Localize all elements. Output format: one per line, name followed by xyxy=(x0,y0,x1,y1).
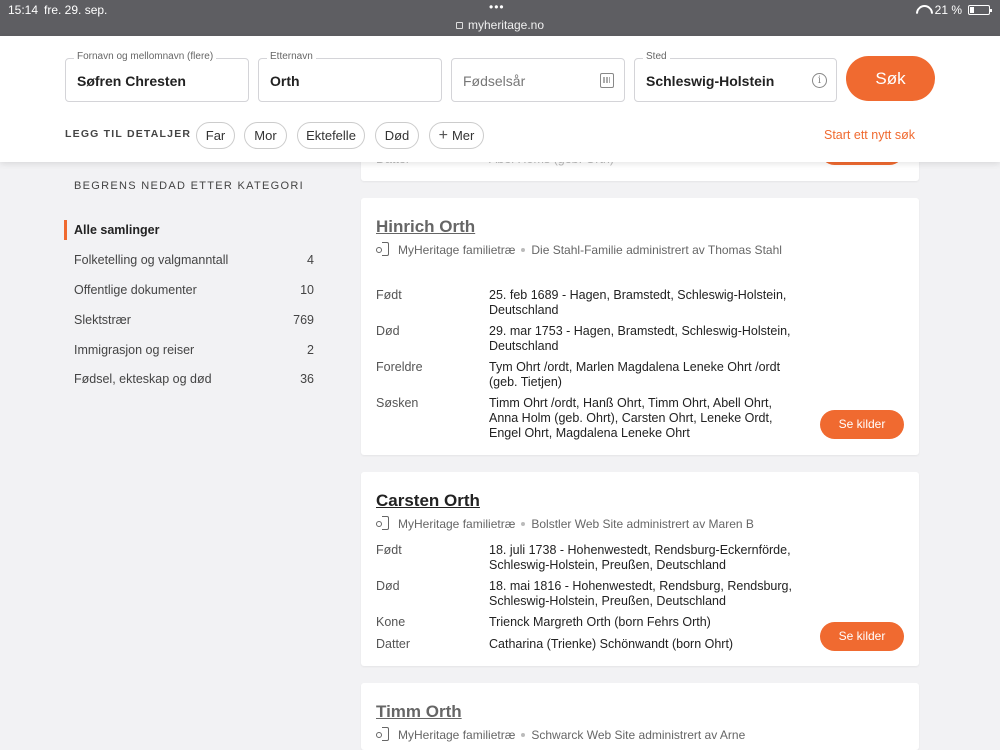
row-label: Kone xyxy=(376,615,406,629)
see-sources-button[interactable]: Se kilder xyxy=(820,410,904,439)
row-label: Foreldre xyxy=(376,360,423,374)
separator-dot xyxy=(521,733,525,737)
category-label: Folketelling og valgmanntall xyxy=(74,253,229,267)
category-count: 36 xyxy=(300,372,314,386)
birth-year-field[interactable] xyxy=(451,58,625,102)
category-label: Immigrasjon og reiser xyxy=(74,343,195,357)
family-tree-icon xyxy=(376,727,390,740)
person-name-link[interactable]: Carsten Orth xyxy=(376,491,480,510)
row-label: Datter xyxy=(376,637,411,651)
row-value: 25. feb 1689 - Hagen, Bramstedt, Schleswig-Holstein, Deutschland xyxy=(489,288,787,317)
family-tree-icon xyxy=(376,516,390,529)
address-bar[interactable] xyxy=(0,18,1000,32)
category-count: 10 xyxy=(300,283,314,297)
result-card xyxy=(361,198,919,455)
lock-icon xyxy=(456,22,463,29)
category-label: Fødsel, ekteskap og død xyxy=(74,372,212,386)
clock: 15:14 xyxy=(8,3,39,17)
row-value: 18. juli 1738 - Hohenwestedt, Rendsburg-Eckernförde, Schleswig-Holstein, Preußen, Deutschland xyxy=(489,543,791,572)
chip-death[interactable]: Død xyxy=(375,122,419,149)
info-icon[interactable]: i xyxy=(812,73,827,88)
more-dots-icon[interactable]: ••• xyxy=(489,0,505,14)
plus-icon: + xyxy=(438,127,448,144)
result-card xyxy=(361,472,919,666)
chip-more[interactable] xyxy=(429,122,484,149)
status-bar xyxy=(0,0,1000,36)
place-label: Sted xyxy=(643,51,670,62)
category-label: Offentlige dokumenter xyxy=(74,283,197,297)
category-census[interactable] xyxy=(74,253,314,267)
url-text: myheritage.no xyxy=(467,18,545,32)
first-name-label: Fornavn og mellomnavn (flere) xyxy=(74,51,216,62)
row-value: Catharina (Trienke) Schönwandt (born Ohrt) xyxy=(489,637,734,651)
battery-icon xyxy=(968,5,990,15)
category-count: 4 xyxy=(307,253,314,267)
last-name-value: Orth xyxy=(270,73,300,89)
row-value: 18. mai 1816 - Hohenwestedt, Rendsburg, Rendsburg, Schleswig-Holstein, Preußen, Deutschland xyxy=(489,579,792,608)
category-immigration[interactable] xyxy=(74,343,314,357)
row-label: Født xyxy=(376,288,402,302)
separator-dot xyxy=(521,522,525,526)
category-label: Slektstrær xyxy=(74,313,131,327)
chip-mother[interactable]: Mor xyxy=(244,122,287,149)
chip-spouse[interactable]: Ektefelle xyxy=(297,122,365,149)
date: fre. 29. sep. xyxy=(44,3,108,17)
place-field[interactable] xyxy=(634,51,837,102)
last-name-field[interactable] xyxy=(258,51,442,102)
category-count: 769 xyxy=(293,313,314,327)
row-value: Trienck Margreth Orth (born Fehrs Orth) xyxy=(489,615,711,629)
source-detail: Die Stahl-Familie administrert av Thomas Stahl xyxy=(531,243,782,257)
category-count: 2 xyxy=(307,343,314,357)
row-label: Død xyxy=(376,579,400,593)
source-line xyxy=(376,515,796,533)
search-button[interactable]: Søk xyxy=(846,56,935,101)
family-tree-icon xyxy=(376,242,390,255)
category-family-trees[interactable] xyxy=(74,313,314,327)
row-label: Død xyxy=(376,324,400,338)
row-value: Timm Ohrt /ordt, Hanß Ohrt, Timm Ohrt, Abell Ohrt, Anna Holm (geb. Ohrt), Carsten Ohrt, Leneke Ordt, Engel Ohrt, Magdalena Leneke Ohrt xyxy=(489,396,773,440)
last-name-label: Etternavn xyxy=(267,51,316,62)
chip-father[interactable]: Far xyxy=(196,122,235,149)
new-search-link[interactable]: Start ett nytt søk xyxy=(824,128,915,142)
row-label: Søsken xyxy=(376,396,419,410)
add-details-label: LEGG TIL DETALJER xyxy=(65,128,192,140)
source-detail: Bolstler Web Site administrert av Maren B xyxy=(531,517,754,531)
chip-more-label: Mer xyxy=(451,128,475,143)
sidebar-title: BEGRENS NEDAD ETTER KATEGORI xyxy=(74,180,304,192)
source-name: MyHeritage familietræ xyxy=(398,517,516,531)
calendar-icon[interactable] xyxy=(600,73,614,88)
search-header xyxy=(0,36,1000,162)
source-line xyxy=(376,726,796,744)
see-sources-button[interactable]: Se kilder xyxy=(820,622,904,651)
source-line xyxy=(376,241,796,259)
separator-dot xyxy=(521,248,525,252)
result-card xyxy=(361,683,919,750)
place-value: Schleswig-Holstein xyxy=(646,73,775,89)
battery-percent: 21 % xyxy=(934,3,962,17)
category-label: Alle samlinger xyxy=(74,223,160,237)
person-name-link[interactable]: Timm Orth xyxy=(376,702,462,721)
category-public-records[interactable] xyxy=(74,283,314,297)
birth-year-placeholder: Fødselsår xyxy=(463,73,526,89)
wifi-icon xyxy=(916,5,929,15)
person-name-link[interactable]: Hinrich Orth xyxy=(376,217,476,236)
row-value: 29. mar 1753 - Hagen, Bramstedt, Schleswig-Holstein, Deutschland xyxy=(489,324,791,353)
source-name: MyHeritage familietræ xyxy=(398,243,516,257)
category-all[interactable] xyxy=(74,223,314,237)
category-birth-marriage-death[interactable] xyxy=(74,372,314,386)
row-label: Født xyxy=(376,543,402,557)
first-name-field[interactable] xyxy=(65,51,249,102)
row-value: Tym Ohrt /ordt, Marlen Magdalena Leneke Ohrt /ordt (geb. Tietjen) xyxy=(489,360,781,389)
source-name: MyHeritage familietræ xyxy=(398,728,516,742)
active-indicator xyxy=(64,220,67,240)
source-detail: Schwarck Web Site administrert av Arne xyxy=(531,728,746,742)
first-name-value: Søfren Chresten xyxy=(77,73,186,89)
